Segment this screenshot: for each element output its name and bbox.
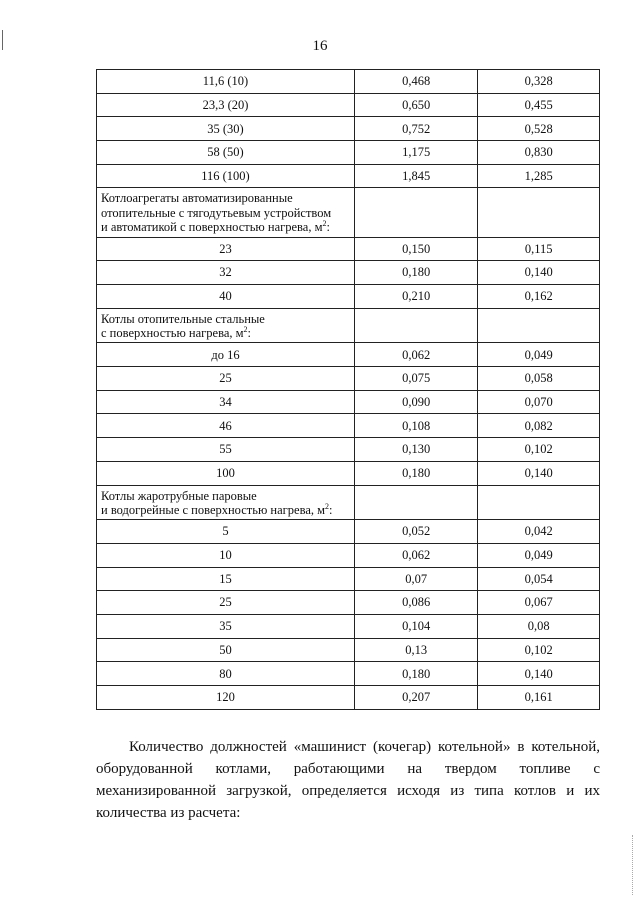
value-cell-b: 0,049 — [478, 543, 600, 567]
row-label-cell: 11,6 (10) — [97, 70, 355, 94]
value-cell-b: 0,115 — [478, 237, 600, 261]
value-cell-a: 0,104 — [354, 615, 477, 639]
value-cell-b: 0,102 — [478, 438, 600, 462]
value-cell-b: 0,054 — [478, 567, 600, 591]
table-row — [97, 164, 600, 188]
paragraph-text: Количество должностей «машинист (кочегар) котельной» в котельной, оборудованной котлами, работающими на твердом топливе с механизированной загрузкой, определяется исходя из типа котлов и их количества из расчета: — [96, 739, 600, 821]
section-header-line — [101, 503, 350, 517]
value-cell-a: 0,180 — [354, 662, 477, 686]
table-row — [97, 567, 600, 591]
header-colon: : — [329, 502, 333, 517]
value-cell-a: 0,150 — [354, 237, 477, 261]
value-cell-a: 0,086 — [354, 591, 477, 615]
value-cell-b: 0,528 — [478, 117, 600, 141]
value-cell-a: 0,062 — [354, 543, 477, 567]
scan-margin-ticks — [632, 835, 634, 895]
section-header-text: отопительные с тягодутьевым устройством — [101, 205, 332, 220]
table-row — [97, 414, 600, 438]
table-row — [97, 93, 600, 117]
section-header-line — [101, 191, 350, 205]
table-row — [97, 686, 600, 710]
row-label-cell: 40 — [97, 284, 355, 308]
empty-cell — [478, 308, 600, 343]
value-cell-b: 0,08 — [478, 615, 600, 639]
row-label-cell: 55 — [97, 438, 355, 462]
section-header-text: с поверхностью нагрева, м — [101, 326, 244, 340]
empty-cell — [354, 308, 477, 343]
section-header-cell — [97, 188, 355, 237]
value-cell-a: 0,650 — [354, 93, 477, 117]
header-colon: : — [247, 326, 252, 340]
value-cell-a: 0,210 — [354, 284, 477, 308]
row-label-cell: 10 — [97, 543, 355, 567]
section-header-text: и водогрейные с поверхностью нагрева, м — [101, 502, 326, 517]
section-header-text: Котлоагрегаты автоматизированные — [101, 191, 293, 206]
value-cell-b: 0,058 — [478, 367, 600, 391]
table-row — [97, 615, 600, 639]
empty-cell — [354, 485, 477, 520]
value-cell-a: 1,845 — [354, 164, 477, 188]
row-label-cell: 25 — [97, 591, 355, 615]
table-row — [97, 438, 600, 462]
table-row — [97, 638, 600, 662]
table-row — [97, 543, 600, 567]
unit-superscript: 2 — [322, 219, 327, 229]
table-row — [97, 237, 600, 261]
row-label-cell: 46 — [97, 414, 355, 438]
row-label-cell: 35 (30) — [97, 117, 355, 141]
section-header-line — [101, 326, 350, 340]
value-cell-b: 0,328 — [478, 70, 600, 94]
value-cell-a: 0,075 — [354, 367, 477, 391]
section-header-line — [101, 220, 350, 234]
table-section-header-row — [97, 485, 600, 520]
table-row — [97, 343, 600, 367]
table-row — [97, 367, 600, 391]
table-row — [97, 70, 600, 94]
value-cell-a: 0,07 — [354, 567, 477, 591]
section-header-text: и автоматикой с поверхностью нагрева, м — [101, 220, 323, 235]
value-cell-b: 0,455 — [478, 93, 600, 117]
value-cell-b: 0,082 — [478, 414, 600, 438]
body-paragraph — [96, 736, 600, 824]
section-header-cell — [97, 308, 355, 343]
empty-cell — [354, 188, 477, 237]
value-cell-b: 0,070 — [478, 390, 600, 414]
row-label-cell: 23,3 (20) — [97, 93, 355, 117]
value-cell-b: 0,140 — [478, 261, 600, 285]
value-cell-a: 0,130 — [354, 438, 477, 462]
value-cell-b: 0,042 — [478, 520, 600, 544]
unit-superscript: 2 — [325, 501, 330, 511]
value-cell-b: 0,049 — [478, 343, 600, 367]
staffing-norms-table — [96, 69, 600, 710]
empty-cell — [478, 485, 600, 520]
value-cell-b: 0,162 — [478, 284, 600, 308]
value-cell-b: 0,830 — [478, 141, 600, 165]
unit-superscript: 2 — [243, 324, 248, 334]
value-cell-a: 0,13 — [354, 638, 477, 662]
row-label-cell: 25 — [97, 367, 355, 391]
table-row — [97, 520, 600, 544]
row-label-cell: 80 — [97, 662, 355, 686]
value-cell-a: 1,175 — [354, 141, 477, 165]
value-cell-a: 0,180 — [354, 261, 477, 285]
section-header-cell — [97, 485, 355, 520]
table-row — [97, 284, 600, 308]
row-label-cell: 100 — [97, 461, 355, 485]
table-row — [97, 591, 600, 615]
table-row — [97, 141, 600, 165]
table-section-header-row — [97, 308, 600, 343]
row-label-cell: 32 — [97, 261, 355, 285]
section-header-text: Котлы жаротрубные паровые — [101, 488, 257, 503]
value-cell-a: 0,468 — [354, 70, 477, 94]
value-cell-b: 0,161 — [478, 686, 600, 710]
value-cell-b: 0,102 — [478, 638, 600, 662]
value-cell-b: 0,140 — [478, 662, 600, 686]
section-header-line — [101, 312, 350, 326]
value-cell-b: 1,285 — [478, 164, 600, 188]
value-cell-b: 0,140 — [478, 461, 600, 485]
value-cell-a: 0,052 — [354, 520, 477, 544]
table-row — [97, 261, 600, 285]
value-cell-a: 0,207 — [354, 686, 477, 710]
row-label-cell: 50 — [97, 638, 355, 662]
value-cell-a: 0,108 — [354, 414, 477, 438]
table-section-header-row — [97, 188, 600, 237]
value-cell-b: 0,067 — [478, 591, 600, 615]
table-row — [97, 662, 600, 686]
table-row — [97, 117, 600, 141]
value-cell-a: 0,752 — [354, 117, 477, 141]
empty-cell — [478, 188, 600, 237]
row-label-cell: 23 — [97, 237, 355, 261]
row-label-cell: до 16 — [97, 343, 355, 367]
table-row — [97, 461, 600, 485]
value-cell-a: 0,180 — [354, 461, 477, 485]
row-label-cell: 5 — [97, 520, 355, 544]
page-number: 16 — [312, 38, 328, 54]
row-label-cell: 58 (50) — [97, 141, 355, 165]
section-header-text: Котлы отопительные стальные — [101, 311, 265, 326]
row-label-cell: 15 — [97, 567, 355, 591]
value-cell-a: 0,090 — [354, 390, 477, 414]
table-row — [97, 390, 600, 414]
header-colon: : — [326, 220, 330, 235]
row-label-cell: 120 — [97, 686, 355, 710]
value-cell-a: 0,062 — [354, 343, 477, 367]
section-header-line — [101, 206, 350, 220]
row-label-cell: 116 (100) — [97, 164, 355, 188]
section-header-line — [101, 489, 350, 503]
row-label-cell: 34 — [97, 390, 355, 414]
row-label-cell: 35 — [97, 615, 355, 639]
